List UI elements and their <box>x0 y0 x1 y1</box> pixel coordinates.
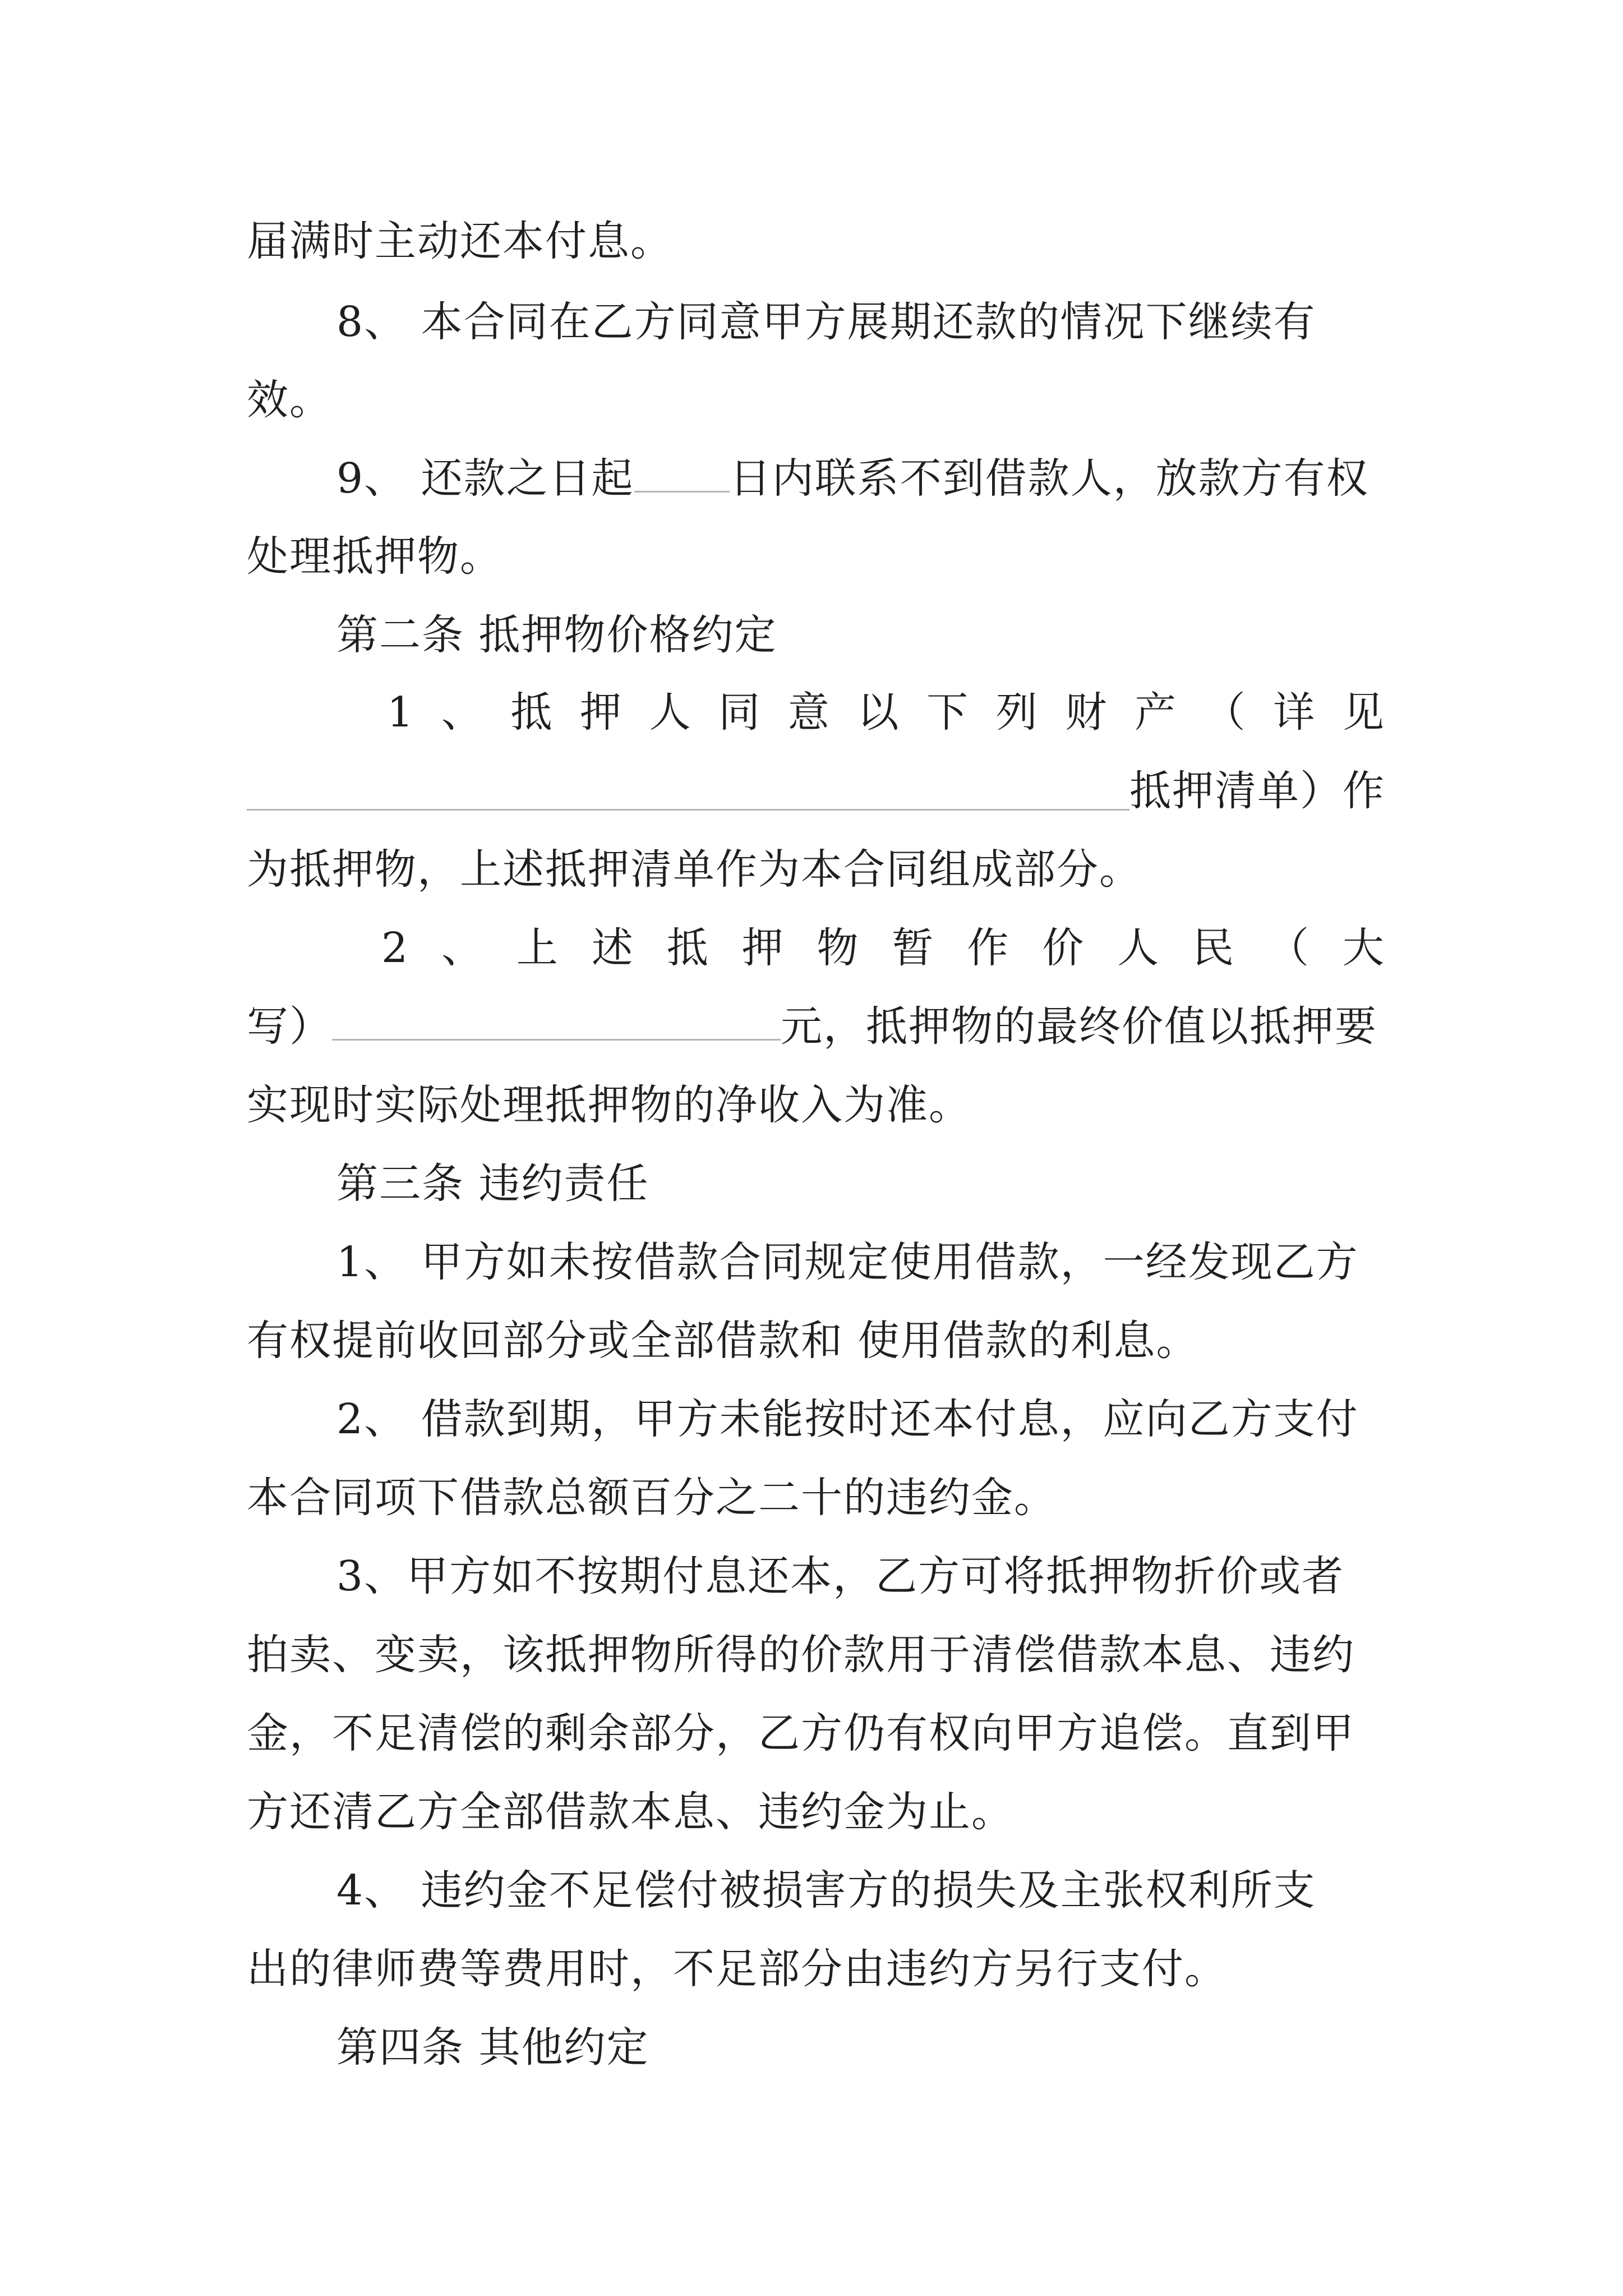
char: 1 <box>387 688 415 737</box>
clause-8-line: 8、 本合同在乙方同意甲方展期还款的情况下继续有 <box>336 298 1316 346</box>
char: 抵 <box>510 688 554 737</box>
paragraph-line: 出的律师费等费用时，不足部分由违约方另行支付。 <box>247 1945 1227 1993</box>
char: （ <box>1267 924 1310 972</box>
paragraph-line: 拍卖、变卖，该抵押物所得的价款用于清偿借款本息、违约 <box>247 1631 1355 1679</box>
breach-clause-3-line: 3、甲方如不按期付息还本，乙方可将抵押物折价或者 <box>336 1552 1345 1600</box>
collateral-list-line <box>247 752 1385 830</box>
breach-clause-2-line: 2、 借款到期，甲方未能按时还本付息，应向乙方支付 <box>336 1395 1359 1443</box>
paragraph-line: 效。 <box>247 376 332 424</box>
collateral-clause-2-line <box>381 909 1385 987</box>
collateral-list-label: 抵押清单）作 <box>1129 767 1385 815</box>
char: 、 <box>441 688 484 737</box>
section-heading-2: 第二条 抵押物价格约定 <box>336 611 777 659</box>
char: （ <box>1204 688 1247 737</box>
paragraph-line: 处理抵押物。 <box>247 532 502 581</box>
clause-9-text-a: 9、 还款之日起 <box>336 454 634 503</box>
breach-clause-4-line: 4、 违约金不足偿付被损害方的损失及主张权利所支 <box>336 1866 1316 1915</box>
char: 人 <box>1117 924 1160 972</box>
section-heading-4: 第四条 其他约定 <box>336 2023 649 2072</box>
char: 2 <box>381 924 409 972</box>
char: 、 <box>441 924 484 972</box>
char: 押 <box>741 924 785 972</box>
paragraph-line: 本合同项下借款总额百分之二十的违约金。 <box>247 1474 1057 1522</box>
breach-clause-1-line: 1、 甲方如未按借款合同规定使用借款，一经发现乙方 <box>336 1238 1359 1286</box>
char: 大 <box>1342 924 1385 972</box>
char: 以 <box>857 688 900 737</box>
char: 作 <box>967 924 1010 972</box>
amount-blank-field[interactable] <box>332 1002 781 1041</box>
char: 人 <box>649 688 692 737</box>
clause-9-text-b: 日内联系不到借款人，放款方有权 <box>729 454 1369 503</box>
paragraph-line: 届满时主动还本付息。 <box>247 217 673 265</box>
paragraph-line: 方还清乙方全部借款本息、违约金为止。 <box>247 1788 1014 1836</box>
char: 押 <box>579 688 623 737</box>
char: 价 <box>1042 924 1085 972</box>
collateral-clause-1-line <box>387 673 1385 752</box>
char: 下 <box>926 688 970 737</box>
clause-9-line <box>336 439 1385 518</box>
char: 详 <box>1273 688 1316 737</box>
collateral-list-blank-field[interactable] <box>247 772 1129 811</box>
paragraph-line: 有权提前收回部分或全部借款和 使用借款的利息。 <box>247 1317 1199 1365</box>
collateral-value-text-b: 元，抵押物的最终价值以抵押要 <box>781 1002 1377 1051</box>
char: 述 <box>591 924 634 972</box>
section-heading-3: 第三条 违约责任 <box>336 1159 649 1208</box>
char: 见 <box>1342 688 1385 737</box>
char: 上 <box>516 924 559 972</box>
char: 同 <box>718 688 762 737</box>
paragraph-line: 实现时实际处理抵押物的净收入为准。 <box>247 1081 971 1129</box>
char: 财 <box>1065 688 1108 737</box>
char: 列 <box>995 688 1039 737</box>
paragraph-line: 为抵押物，上述抵押清单作为本合同组成部分。 <box>247 845 1142 894</box>
char: 产 <box>1134 688 1177 737</box>
char: 物 <box>817 924 860 972</box>
char: 民 <box>1192 924 1235 972</box>
char: 意 <box>787 688 831 737</box>
collateral-value-text-a: 写） <box>247 1002 332 1051</box>
char: 抵 <box>666 924 709 972</box>
collateral-value-line <box>247 987 1385 1066</box>
char: 暂 <box>892 924 935 972</box>
days-blank-field[interactable] <box>634 454 730 493</box>
paragraph-line: 金，不足清偿的剩余部分，乙方仍有权向甲方追偿。直到甲 <box>247 1709 1355 1757</box>
